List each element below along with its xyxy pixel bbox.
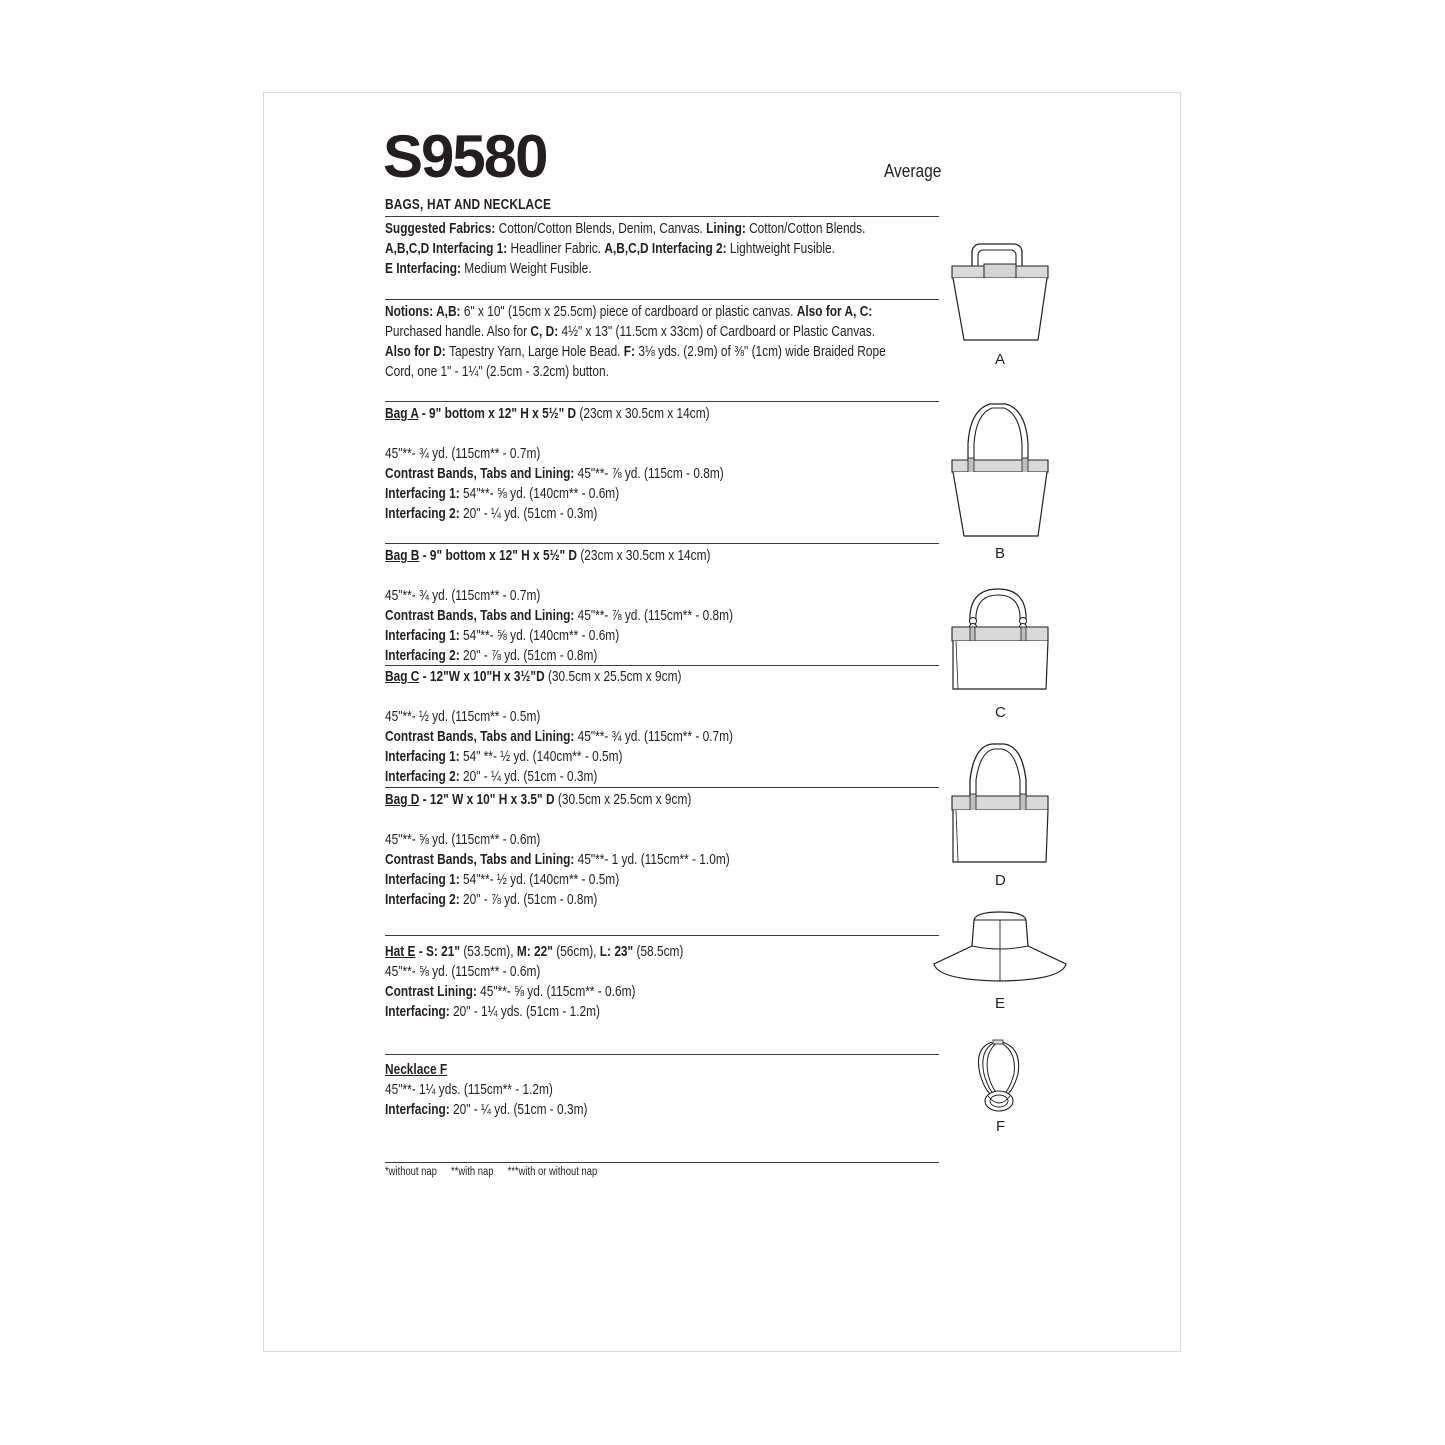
view-bag-c [385,667,959,787]
view-heading: Hat E - S: 21" (53.5cm), M: 22" (56cm), L: 23" (58.5cm) [385,944,684,960]
yardage-line: Interfacing: 20" - ¼ yd. (51cm - 0.3m) [385,1102,588,1118]
yardage-line: Interfacing 1: 54"**- ⅝ yd. (140cm** - 0.6m) [385,486,620,502]
yardage-line: Contrast Bands, Tabs and Lining: 45"**- ⅞ yd. (115cm - 0.8m) [385,466,724,482]
footnote-without-nap: *without nap [385,1166,437,1178]
view-heading: Necklace F [385,1062,448,1078]
divider [385,401,939,402]
divider [385,787,939,788]
divider [385,1054,939,1055]
footnote-with-nap: **with nap [451,1166,494,1178]
pattern-subtitle: BAGS, HAT AND NECKLACE [385,197,552,213]
view-heading: Bag C - 12"W x 10"H x 3½"D (30.5cm x 25.5cm x 9cm) [385,669,682,685]
notions [385,302,959,382]
suggested-fabrics [385,219,959,279]
view-heading: Bag D - 12" W x 10" H x 3.5" D (30.5cm x 25.5cm x 9cm) [385,792,692,808]
view-hat-e [385,941,959,1021]
divider [385,543,939,544]
pattern-number: S9580 [383,123,547,190]
yardage-line: Contrast Lining: 45"**- ⅝ yd. (115cm** - 0.6m) [385,984,636,1000]
view-bag-b [385,546,959,666]
yardage-line: 45"**- ⅝ yd. (115cm** - 0.6m) [385,832,541,848]
footnotes [385,1166,609,1178]
tote-bag-purchased-handle-icon [948,240,1052,350]
yardage-line: Interfacing: 20" - 1¼ yds. (51cm - 1.2m) [385,1004,601,1020]
yardage-line: 45"**- ¾ yd. (115cm** - 0.7m) [385,588,541,604]
view-label-c: C [995,704,1006,721]
view-heading: Bag A - 9" bottom x 12" H x 5½" D (23cm x 30.5cm x 14cm) [385,406,710,422]
difficulty-level: Average [884,161,942,181]
yardage-line: 45"**- ⅝ yd. (115cm** - 0.6m) [385,964,541,980]
yardage-line: Interfacing 1: 54"**- ⅝ yd. (140cm** - 0.6m) [385,628,620,644]
view-heading: Bag B - 9" bottom x 12" H x 5½" D (23cm x 30.5cm x 14cm) [385,548,711,564]
text-line: E Interfacing: Medium Weight Fusible. [385,261,592,277]
text-line: Also for D: Tapestry Yarn, Large Hole Bead. F: 3⅛ yds. (2.9m) of ⅜" (1cm) wide Braided Rope [385,344,886,360]
tote-bag-beaded-handles-icon [948,585,1052,697]
divider [385,216,939,217]
tote-bag-strap-handles-icon [948,400,1052,540]
view-bag-d [385,790,959,910]
view-label-e: E [995,995,1006,1012]
text-line: Purchased handle. Also for C, D: 4½" x 13" (11.5cm x 33cm) of Cardboard or Plastic Canvas. [385,324,876,340]
yardage-line: 45"**- 1¼ yds. (115cm** - 1.2m) [385,1082,553,1098]
yardage-line: Interfacing 2: 20" - ⅞ yd. (51cm - 0.8m) [385,648,598,664]
view-label-f: F [996,1118,1006,1135]
text-line: Cord, one 1" - 1¼" (2.5cm - 3.2cm) button. [385,364,609,380]
view-label-d: D [995,872,1006,889]
divider [385,665,939,666]
view-label-b: B [995,545,1006,562]
yardage-line: Contrast Bands, Tabs and Lining: 45"**- ⅞ yd. (115cm** - 0.8m) [385,608,734,624]
yardage-line: Interfacing 2: 20" - ¼ yd. (51cm - 0.3m) [385,769,598,785]
wide-brim-hat-icon [932,910,1068,986]
view-bag-a [385,404,959,524]
rope-knot-necklace-icon [972,1038,1028,1114]
tote-bag-wide-strap-icon [948,740,1052,870]
text-line: A,B,C,D Interfacing 1: Headliner Fabric. A,B,C,D Interfacing 2: Lightweight Fusible. [385,241,835,257]
yardage-line: Interfacing 1: 54" **- ½ yd. (140cm** - 0.5m) [385,749,623,765]
yardage-line: 45"**- ¾ yd. (115cm** - 0.7m) [385,446,541,462]
yardage-line: Contrast Bands, Tabs and Lining: 45"**- ¾ yd. (115cm** - 0.7m) [385,729,734,745]
yardage-line: 45"**- ½ yd. (115cm** - 0.5m) [385,709,541,725]
footnote-with-or-without-nap: ***with or without nap [507,1166,598,1178]
yardage-line: Interfacing 2: 20" - ¼ yd. (51cm - 0.3m) [385,506,598,522]
text-line: Notions: A,B: 6" x 10" (15cm x 25.5cm) piece of cardboard or plastic canvas. Also for A, C: [385,304,873,320]
divider [385,299,939,300]
yardage-line: Interfacing 1: 54"**- ½ yd. (140cm** - 0.5m) [385,872,620,888]
view-necklace-f [385,1059,959,1119]
text-line: Suggested Fabrics: Cotton/Cotton Blends, Denim, Canvas. Lining: Cotton/Cotton Blends. [385,221,866,237]
yardage-line: Contrast Bands, Tabs and Lining: 45"**- 1 yd. (115cm** - 1.0m) [385,852,730,868]
divider [385,935,939,936]
view-label-a: A [995,351,1006,368]
yardage-line: Interfacing 2: 20" - ⅞ yd. (51cm - 0.8m) [385,892,598,908]
divider [385,1162,939,1163]
